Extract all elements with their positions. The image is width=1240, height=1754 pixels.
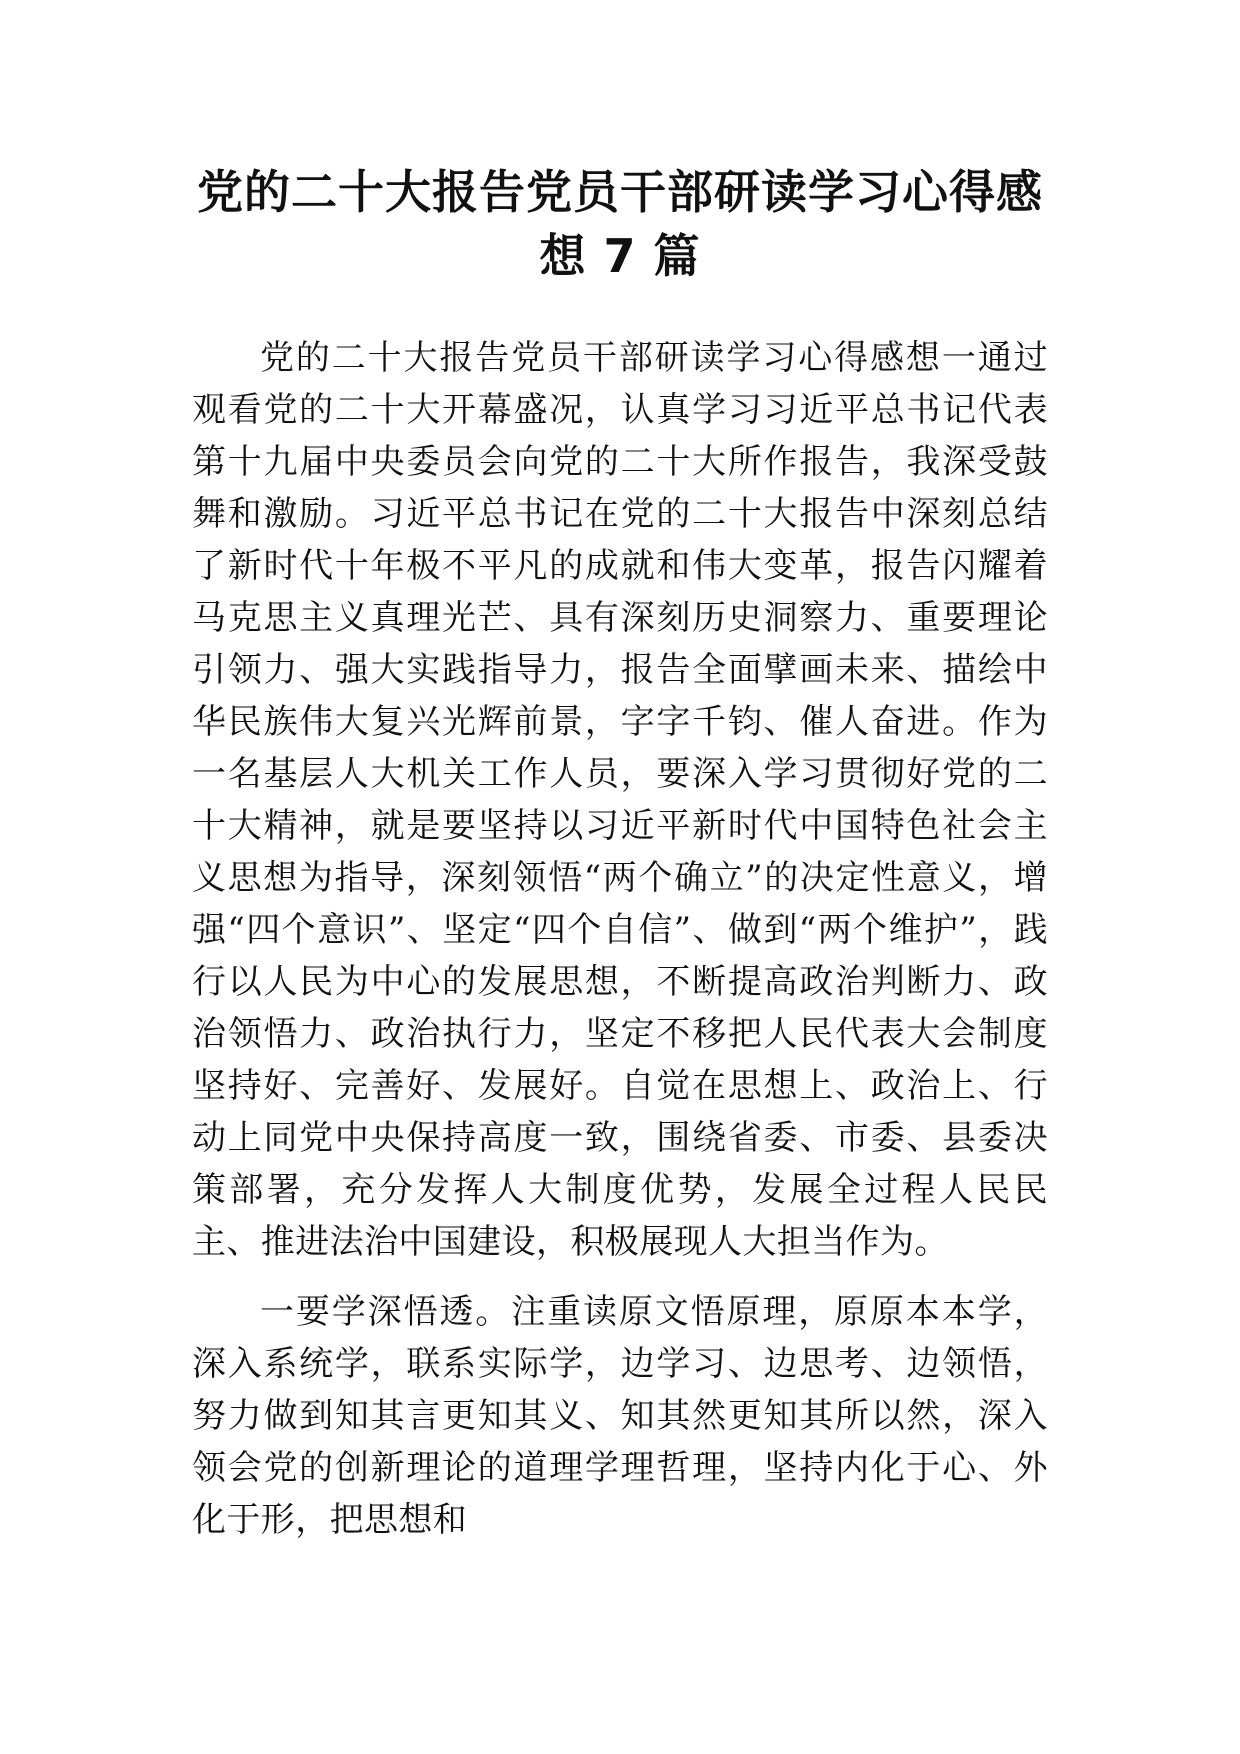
paragraph-2: 一要学深悟透。注重读原文悟原理，原原本本学，深入系统学，联系实际学，边学习、边思考、边领悟，努力做到知其言更知其义、知其然更知其所以然，深入领会党的创新理论的道理学理哲理，坚持内化于心、外化于形，把思想和: [192, 1292, 1048, 1540]
document-title: 党的二十大报告党员干部研读学习心得感想 7 篇: [197, 165, 1043, 283]
document-body: [192, 332, 1048, 1546]
paragraph-1: 党的二十大报告党员干部研读学习心得感想一通过观看党的二十大开幕盛况，认真学习习近平总书记代表第十九届中央委员会向党的二十大所作报告，我深受鼓舞和激励。习近平总书记在党的二十大报告中深刻总结了新时代十年极不平凡的成就和伟大变革，报告闪耀着马克思主义真理光芒、具有深刻历史洞察力、重要理论引领力、强大实践指导力，报告全面擘画未来、描绘中华民族伟大复兴光辉前景，字字千钧、催人奋进。作为一名基层人大机关工作人员，要深入学习贯彻好党的二十大精神，就是要坚持以习近平新时代中国特色社会主义思想为指导，深刻领悟“两个确立”的决定性意义，增强“四个意识”、坚定“四个自信”、做到“两个维护”，践行以人民为中心的发展思想，不断提高政治判断力、政治领悟力、政治执行力，坚定不移把人民代表大会制度坚持好、完善好、发展好。自觉在思想上、政治上、行动上同党中央保持高度一致，围绕省委、市委、县委决策部署，充分发挥人大制度优势，发展全过程人民民主、推进法治中国建设，积极展现人大担当作为。: [192, 338, 1048, 1262]
